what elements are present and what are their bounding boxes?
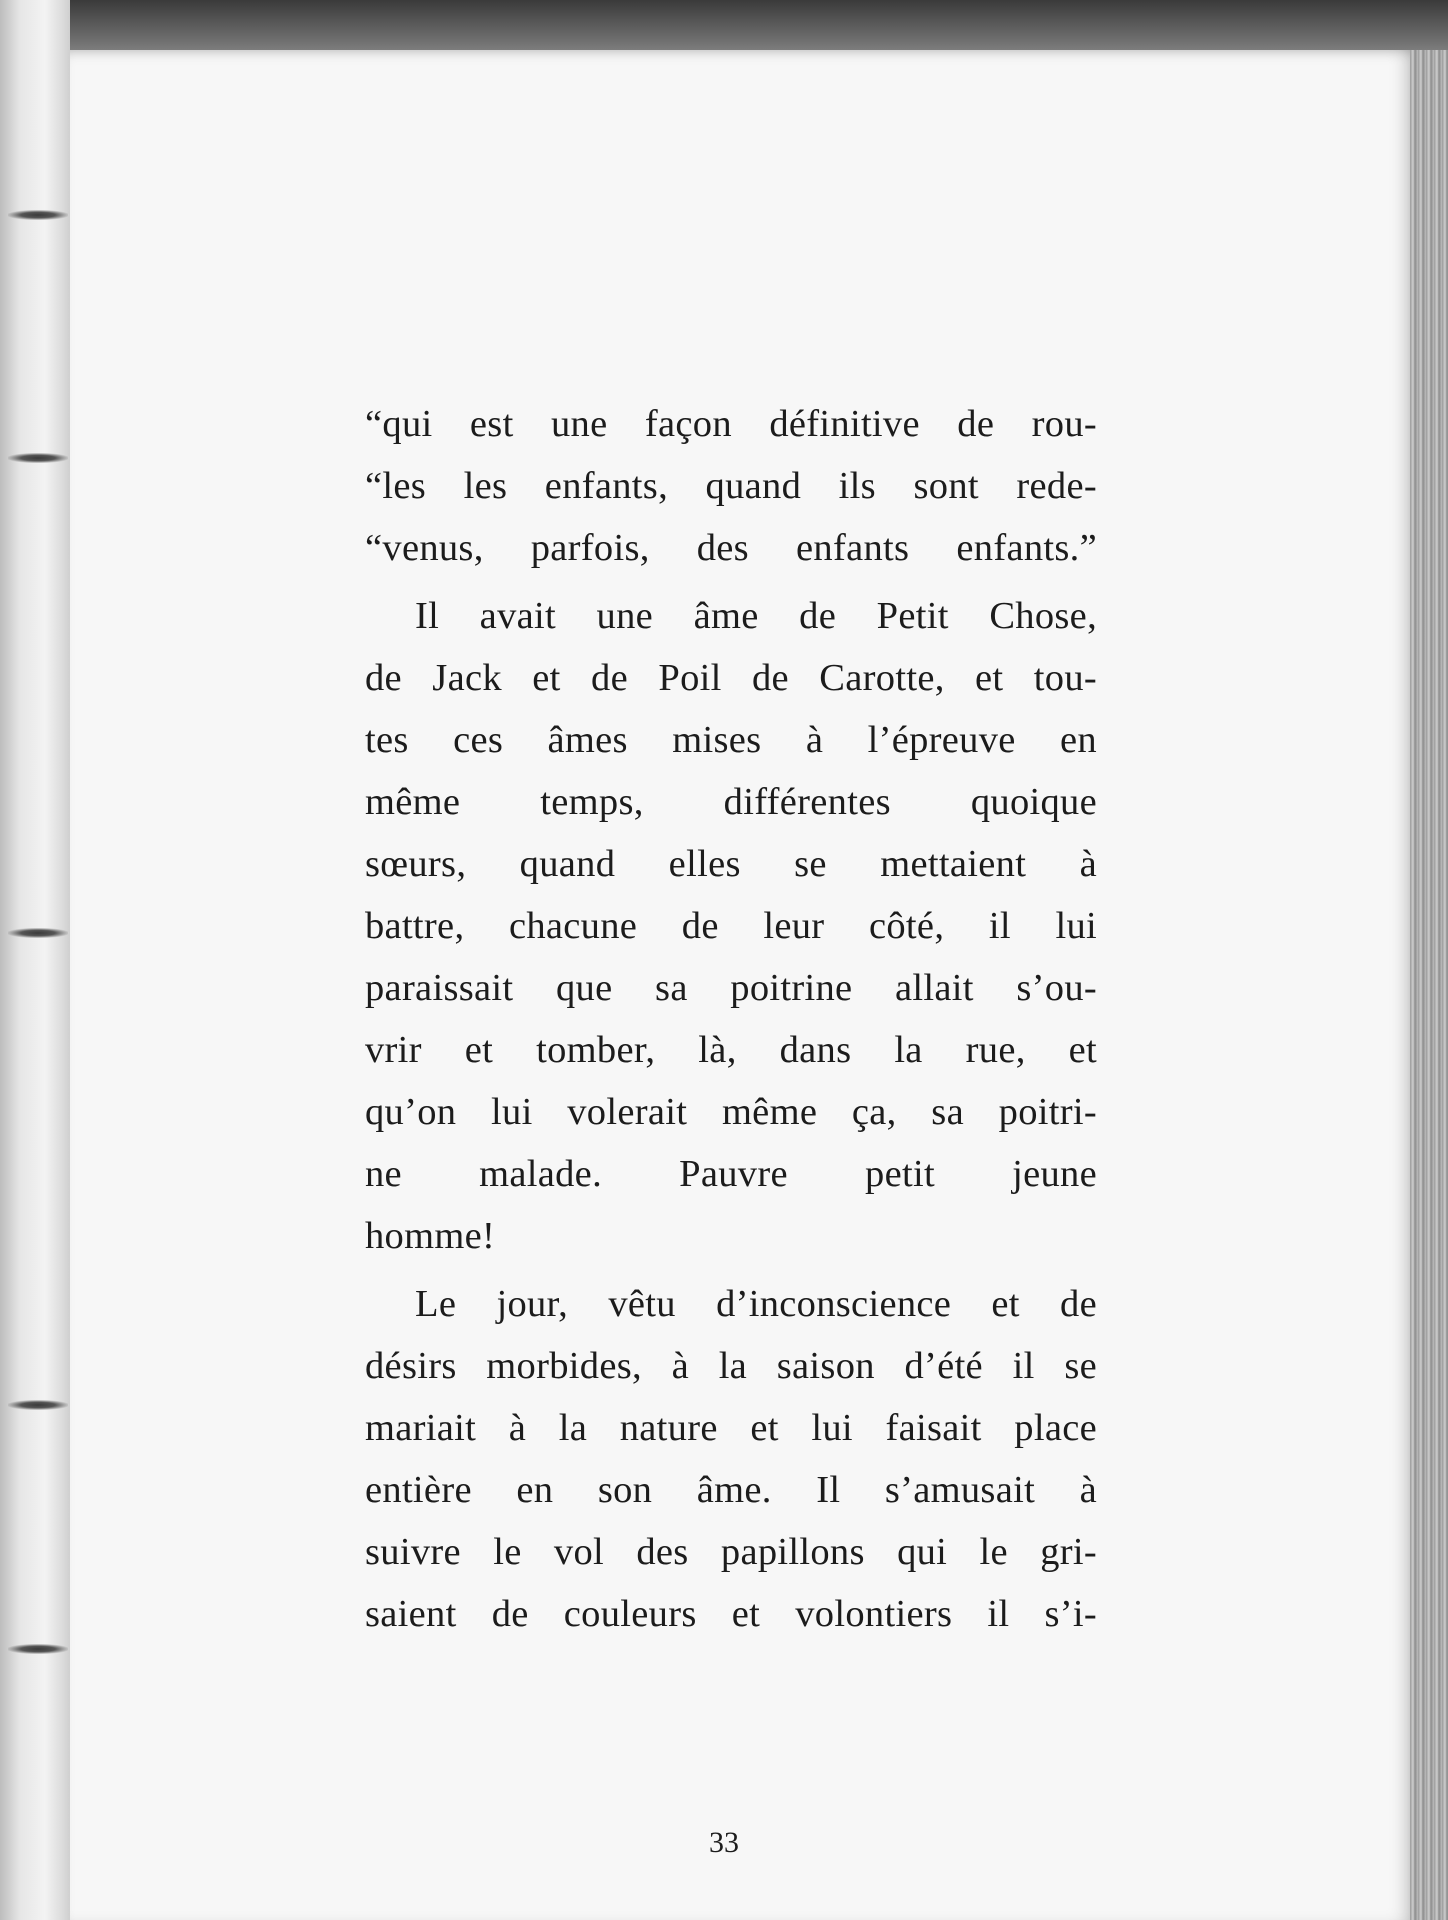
- text-line: Il avait une âme de Petit Chose,: [415, 595, 1097, 637]
- binding-stitch: [8, 1644, 68, 1654]
- paragraph-2: [365, 585, 1097, 1267]
- text-line: de Jack et de Poil de Carotte, et tou-: [365, 657, 1097, 699]
- binding-stitch: [8, 453, 68, 463]
- paragraph-1: [365, 393, 1097, 579]
- page-number: 33: [709, 1826, 739, 1859]
- text-line: entière en son âme. Il s’amusait à: [365, 1469, 1097, 1511]
- book-binding: [0, 0, 70, 1920]
- text-line: même temps, différentes quoique: [365, 781, 1097, 823]
- text-line: battre, chacune de leur côté, il lui: [365, 905, 1097, 947]
- text-line: mariait à la nature et lui faisait place: [365, 1407, 1097, 1449]
- text-line: saient de couleurs et volontiers il s’i-: [365, 1593, 1097, 1635]
- text-line: tes ces âmes mises à l’épreuve en: [365, 719, 1097, 761]
- text-line: homme!: [365, 1215, 496, 1257]
- text-line: “venus, parfois, des enfants enfants.”: [365, 527, 1097, 569]
- text-line: qu’on lui volerait même ça, sa poitri-: [365, 1091, 1097, 1133]
- text-line: paraissait que sa poitrine allait s’ou-: [365, 967, 1097, 1009]
- paragraph-3: [365, 1273, 1097, 1645]
- text-line: ne malade. Pauvre petit jeune: [365, 1153, 1097, 1195]
- text-line: “qui est une façon définitive de rou-: [365, 403, 1097, 445]
- binding-stitch: [8, 1400, 68, 1410]
- text-line: “les les enfants, quand ils sont rede-: [365, 465, 1097, 507]
- text-line: suivre le vol des papillons qui le gri-: [365, 1531, 1097, 1573]
- body-text: [365, 393, 1097, 1645]
- text-line: vrir et tomber, là, dans la rue, et: [365, 1029, 1097, 1071]
- binding-stitch: [8, 210, 68, 220]
- text-line: sœurs, quand elles se mettaient à: [365, 843, 1097, 885]
- text-line: désirs morbides, à la saison d’été il se: [365, 1345, 1097, 1387]
- binding-stitch: [8, 928, 68, 938]
- text-line: Le jour, vêtu d’inconscience et de: [415, 1283, 1097, 1325]
